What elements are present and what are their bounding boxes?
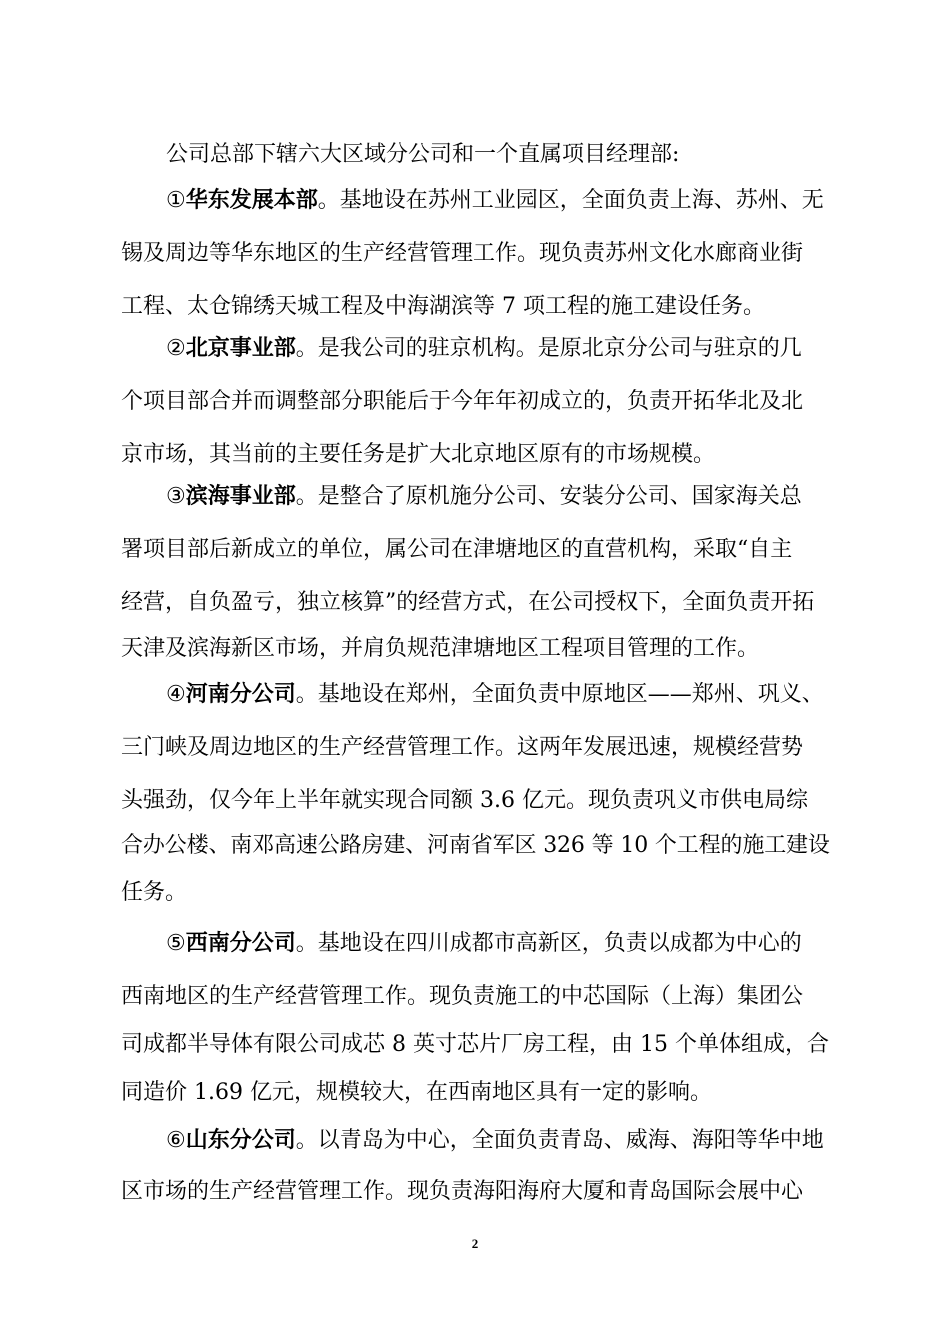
- section-4-line-3: 头强劲，仅今年上半年就实现合同额 3.6 亿元。现负责巩义市供电局综: [121, 788, 808, 813]
- section-3-line-4: 天津及滨海新区市场，并肩负规范津塘地区工程项目管理的工作。: [121, 636, 760, 661]
- section-3-line-3: 经营，自负盈亏，独立核算”的经营方式，在公司授权下，全面负责开拓: [121, 590, 815, 615]
- section-3-line-1: [166, 482, 830, 512]
- section-6-line-2: 区市场的生产经营管理工作。现负责海阳海府大厦和青岛国际会展中心: [121, 1179, 804, 1204]
- section-2-heading: 北京事业部: [185, 336, 296, 361]
- section-5-line-1: [166, 929, 830, 959]
- section-6-marker: ⑥: [166, 1128, 186, 1153]
- section-1-text-1: 。基地设在苏州工业园区，全面负责上海、苏州、无: [317, 188, 824, 213]
- section-1-line-1: [166, 186, 830, 216]
- section-5-marker: ⑤: [166, 931, 186, 956]
- section-2-text-1: 。是我公司的驻京机构。是原北京分公司与驻京的几: [295, 336, 802, 361]
- page-number: 2: [471, 1236, 479, 1251]
- section-1-line-3: 工程、太仓锦绣天城工程及中海湖滨等 7 项工程的施工建设任务。: [121, 294, 765, 319]
- section-5-line-2: 西南地区的生产经营管理工作。现负责施工的中芯国际（上海）集团公: [121, 984, 804, 1009]
- section-4-line-5: 任务。: [121, 880, 188, 905]
- section-4-heading: 河南分公司: [185, 682, 296, 707]
- section-3-text-1: 。是整合了原机施分公司、安装分公司、国家海关总: [295, 484, 802, 509]
- section-4-line-1: [166, 680, 830, 710]
- section-2-line-3: 京市场，其当前的主要任务是扩大北京地区原有的市场规模。: [121, 442, 716, 467]
- section-6-heading: 山东分公司: [185, 1128, 296, 1153]
- section-3-line-2: 署项目部后新成立的单位，属公司在津塘地区的直营机构，采取“自主: [121, 537, 793, 562]
- section-5-line-4: 同造价 1.69 亿元，规模较大，在西南地区具有一定的影响。: [121, 1080, 712, 1105]
- section-1-line-2: 锡及周边等华东地区的生产经营管理工作。现负责苏州文化水廊商业街: [121, 241, 804, 266]
- section-5-line-3: 司成都半导体有限公司成芯 8 英寸芯片厂房工程，由 15 个单体组成，合: [121, 1032, 829, 1057]
- section-2-line-1: [166, 334, 830, 364]
- section-1-heading: 华东发展本部: [185, 188, 318, 213]
- section-2-marker: ②: [166, 336, 186, 361]
- section-3-marker: ③: [166, 484, 186, 509]
- section-4-text-1: 。基地设在郑州，全面负责中原地区——郑州、巩义、: [295, 682, 824, 707]
- section-6-line-1: [166, 1126, 830, 1156]
- section-5-text-1: 。基地设在四川成都市高新区，负责以成都为中心的: [295, 931, 802, 956]
- intro-paragraph: 公司总部下辖六大区域分公司和一个直属项目经理部:: [166, 142, 680, 167]
- section-4-line-2: 三门峡及周边地区的生产经营管理工作。这两年发展迅速，规模经营势: [121, 735, 804, 760]
- section-5-heading: 西南分公司: [185, 931, 296, 956]
- section-3-heading: 滨海事业部: [185, 484, 296, 509]
- section-2-line-2: 个项目部合并而调整部分职能后于今年年初成立的，负责开拓华北及北: [121, 389, 804, 414]
- section-4-line-4: 合办公楼、南邓高速公路房建、河南省军区 326 等 10 个工程的施工建设: [121, 833, 830, 858]
- section-6-text-1: 。以青岛为中心，全面负责青岛、威海、海阳等华中地: [295, 1128, 824, 1153]
- section-1-marker: ①: [166, 188, 186, 213]
- section-4-marker: ④: [166, 682, 186, 707]
